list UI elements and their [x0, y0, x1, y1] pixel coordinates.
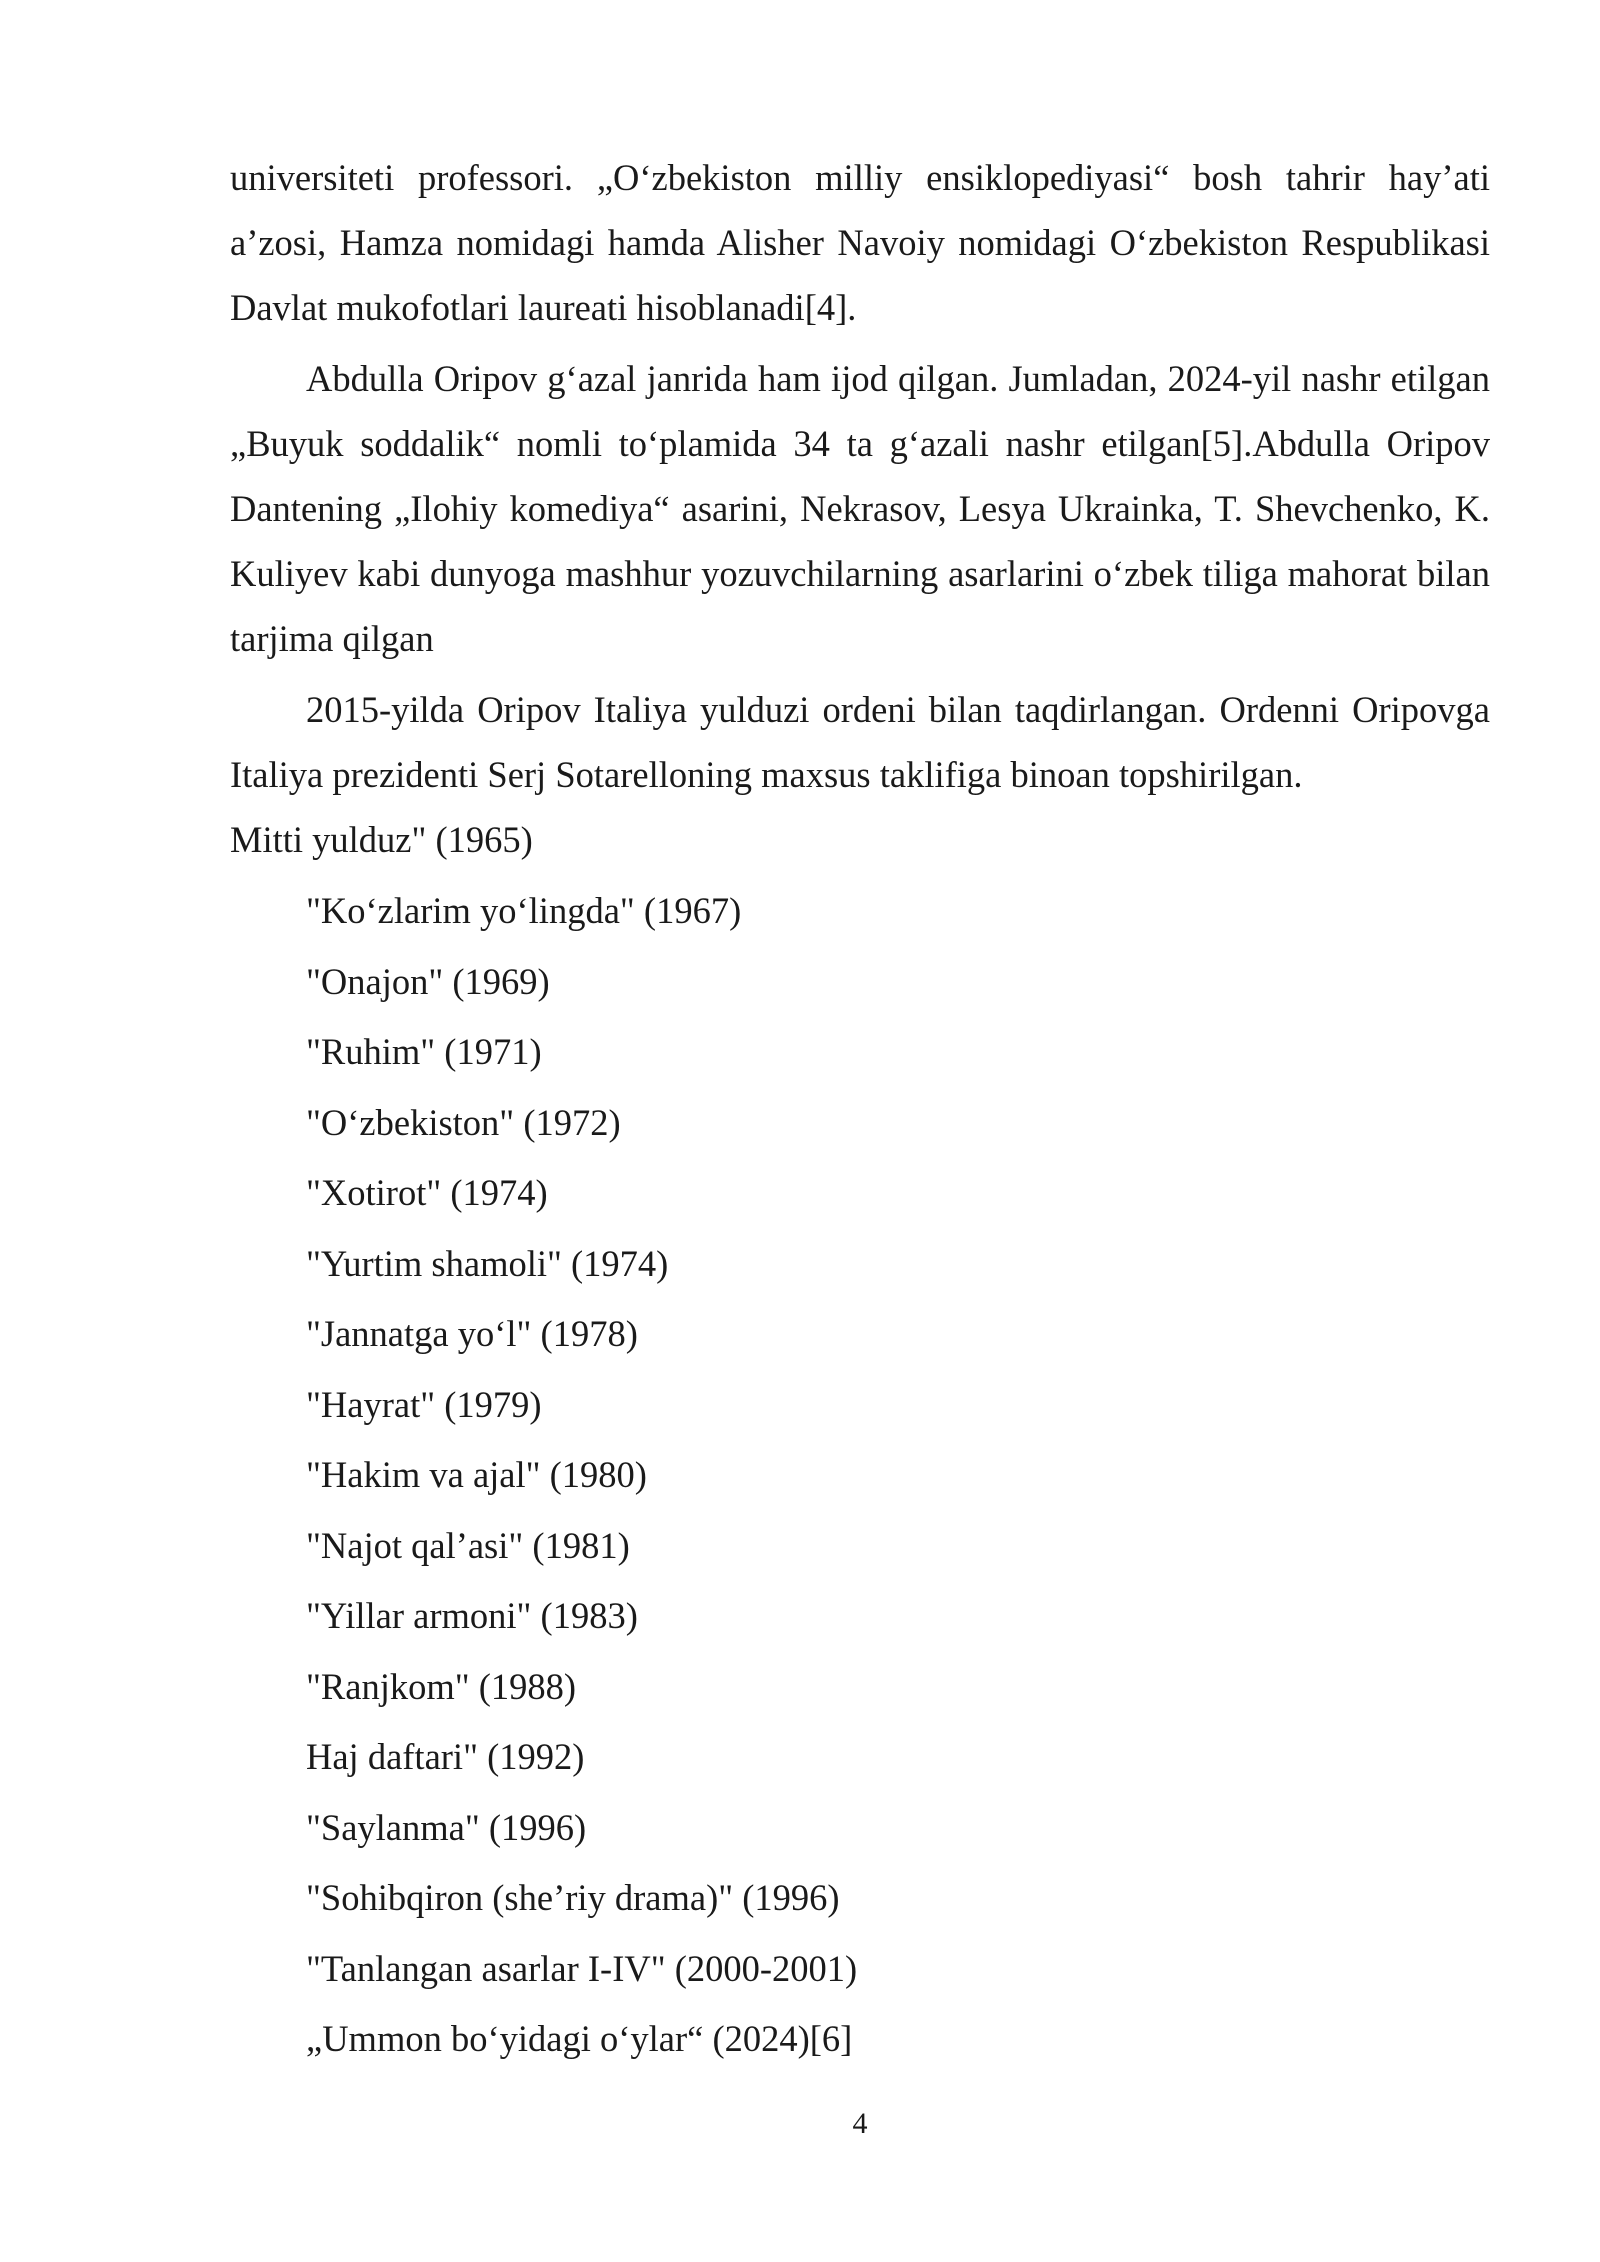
list-item: „Ummon bo‘yidagi o‘ylar“ (2024)[6]: [306, 2018, 853, 2059]
list-item: "Tanlangan asarlar I-IV" (2000-2001): [306, 1947, 858, 1989]
list-item: "Jannatga yo‘l" (1978): [306, 1313, 638, 1354]
works-list: [230, 878, 1490, 2071]
list-item: "Saylanma" (1996): [306, 1806, 587, 1848]
list-item: Haj daftari" (1992): [306, 1736, 585, 1777]
list-item: "Ko‘zlarim yo‘lingda" (1967): [306, 890, 742, 931]
list-item: "Onajon" (1969): [306, 960, 550, 1002]
paragraph-italy-order: 2015-yilda Oripov Italiya yulduzi ordeni bilan taqdirlangan. Ordenni Oripovga Italiya prezidenti Serj Sotarelloning maxsus taklifiga binoan topshirilgan.: [230, 689, 1490, 795]
works-first-line: Mitti yulduz" (1965): [230, 819, 533, 860]
list-item: "Sohibqiron (she’riy drama)" (1996): [306, 1877, 840, 1918]
page-number: 4: [852, 2107, 868, 2140]
paragraph-ghazal: Abdulla Oripov g‘azal janrida ham ijod qilgan. Jumladan, 2024-yil nashr etilgan „Buyuk soddalik“ nomli to‘plamida 34 ta g‘azali nashr etilgan[5].Abdulla Oripov Dantening „Ilohiy komediya“ asarini, Nekrasov, Lesya Ukrainka, T. Shevchenko, K. Kuliyev kabi dunyoga mashhur yozuvchilarning asarlarini o‘zbek tiliga mahorat bilan tarjima qilgan: [230, 358, 1490, 659]
list-item: "Hayrat" (1979): [306, 1383, 542, 1425]
list-item: "Ruhim" (1971): [306, 1031, 542, 1072]
list-item: "Yillar armoni" (1983): [306, 1595, 638, 1636]
list-item: "O‘zbekiston" (1972): [306, 1101, 621, 1143]
list-item: "Hakim va ajal" (1980): [306, 1454, 647, 1495]
list-item: "Ranjkom" (1988): [306, 1665, 577, 1707]
list-item: "Xotirot" (1974): [306, 1172, 548, 1213]
list-item: "Yurtim shamoli" (1974): [306, 1242, 669, 1284]
paragraph-professor: universiteti professori. „O‘zbekiston milliy ensiklopediyasi“ bosh tahrir hay’ati a’zosi, Hamza nomidagi hamda Alisher Navoiy nomidagi O‘zbekiston Respublikasi Davlat mukofotlari laureati hisoblanadi[4].: [230, 157, 1490, 328]
list-item: "Najot qal’asi" (1981): [306, 1524, 630, 1566]
page-content: [230, 145, 1490, 2077]
